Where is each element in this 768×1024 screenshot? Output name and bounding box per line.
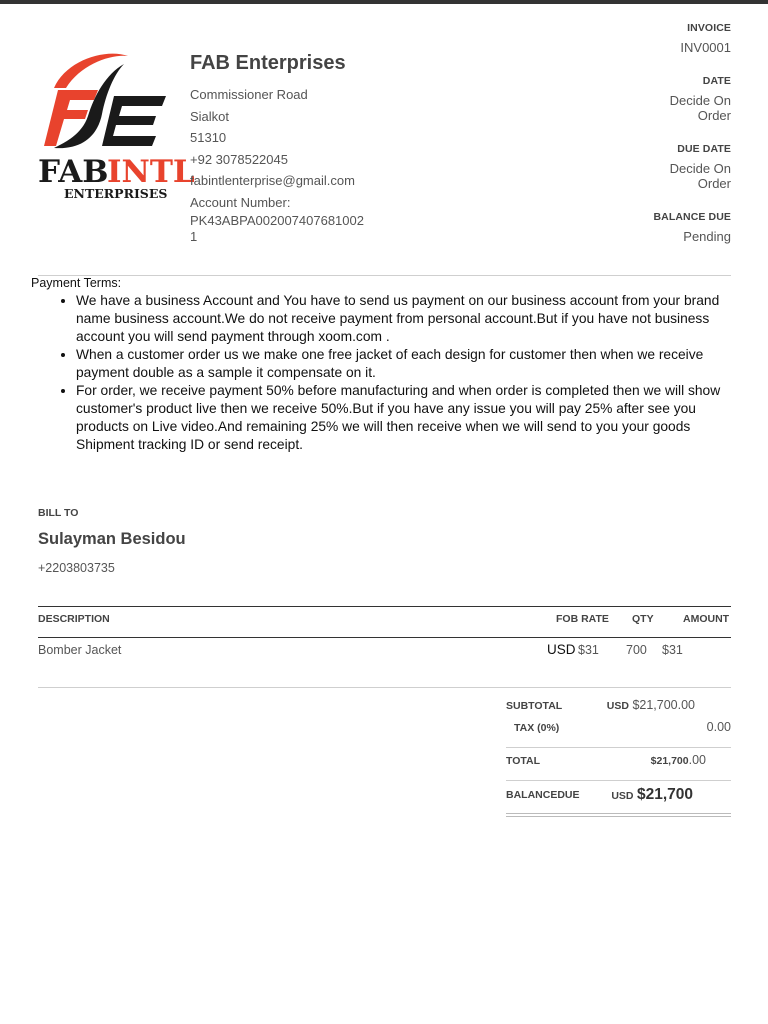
total-decimals: .00: [688, 753, 706, 767]
balance-due-label: BALANCE DUE: [653, 211, 731, 223]
subtotal-currency: USD: [606, 700, 629, 712]
column-header-rate: FOB RATE: [556, 613, 609, 625]
company-city: Sialkot: [190, 108, 230, 124]
logo-text-enterprises: ENTERPRISES: [64, 186, 168, 201]
top-bar: [0, 0, 768, 4]
balance-due-total-value: [580, 786, 693, 804]
item-rate: $31: [578, 643, 599, 657]
payment-term-item: • For order, we receive payment 50% before manufacturing and when order is completed then we will show customer's product live then we receive 50%.But if you have any issue you will pay 25% after see you products on Live video.And remaining 25% we will then receive when we will send to you your goods Shipment tracking ID or send receipt.: [76, 382, 736, 454]
company-logo: [36, 50, 195, 202]
payment-term-item: • We have a business Account and You have to send us payment on our business account from your brand name business account.We do not receive payment from personal account.But if you have not business account you will send payment through xoom.com .: [76, 292, 736, 346]
column-header-description: DESCRIPTION: [38, 613, 110, 625]
item-qty: 700: [626, 643, 647, 657]
tax-label: TAX (0%): [514, 722, 560, 734]
total-value: [600, 753, 706, 767]
company-name: FAB Enterprises: [190, 52, 346, 74]
payment-terms-title: Payment Terms:: [31, 276, 122, 290]
account-number: PK43ABPA0020074076810021: [190, 213, 364, 244]
column-header-qty: QTY: [632, 613, 654, 625]
item-amount: $31: [662, 643, 683, 657]
table-bottom-border: [38, 687, 731, 688]
company-phone: +92 3078522045: [190, 151, 288, 167]
due-date-label: DUE DATE: [677, 143, 731, 155]
balance-due-value: Pending: [683, 229, 731, 244]
bill-to-label: BILL TO: [38, 507, 79, 519]
balance-due-currency: USD: [611, 790, 634, 802]
invoice-number: INV0001: [680, 40, 731, 55]
table-top-border: [38, 606, 731, 607]
column-header-amount: AMOUNT: [683, 613, 730, 625]
tax-value: 0.00: [706, 720, 731, 734]
total-label: TOTAL: [506, 755, 541, 767]
account-number-label: Account Number:: [190, 194, 291, 210]
item-currency: USD: [547, 642, 576, 657]
company-postal: 51310: [190, 130, 227, 145]
total-amount: $21,700: [650, 755, 689, 767]
bill-to-phone: +2203803735: [38, 561, 115, 575]
payment-term-item: • When a customer order us we make one free jacket of each design for customer then when we receive payment double as a sample it compensate on it.: [76, 346, 736, 382]
subtotal-value: [560, 698, 695, 712]
table-header-border: [38, 637, 731, 638]
subtotal-amount: $21,700.00: [632, 698, 695, 712]
balance-divider-2: [506, 816, 731, 817]
logo-text-fab: FAB: [38, 154, 109, 190]
due-date-value: Decide On Order: [669, 161, 731, 191]
payment-terms-list: [31, 292, 736, 454]
balance-due-amount: $21,700: [636, 786, 693, 803]
invoice-label: INVOICE: [687, 22, 731, 34]
company-address-1: Commissioner Road: [190, 87, 308, 102]
date-value: Decide On Order: [669, 93, 731, 123]
logo-text-intl: INTL: [107, 154, 195, 190]
subtotal-label: SUBTOTAL: [506, 700, 563, 712]
tax-divider: [506, 747, 731, 748]
bill-to-name: Sulayman Besidou: [38, 530, 186, 548]
invoice-meta: [591, 22, 731, 264]
item-description: Bomber Jacket: [38, 643, 122, 657]
balance-divider-1: [506, 813, 731, 814]
date-label: DATE: [702, 75, 731, 87]
company-info: [190, 50, 380, 245]
balance-due-total-label: BALANCEDUE: [506, 789, 580, 801]
payment-terms: [31, 276, 736, 454]
company-email[interactable]: fabintlenterprise@gmail.com: [190, 173, 355, 188]
total-divider: [506, 780, 731, 781]
